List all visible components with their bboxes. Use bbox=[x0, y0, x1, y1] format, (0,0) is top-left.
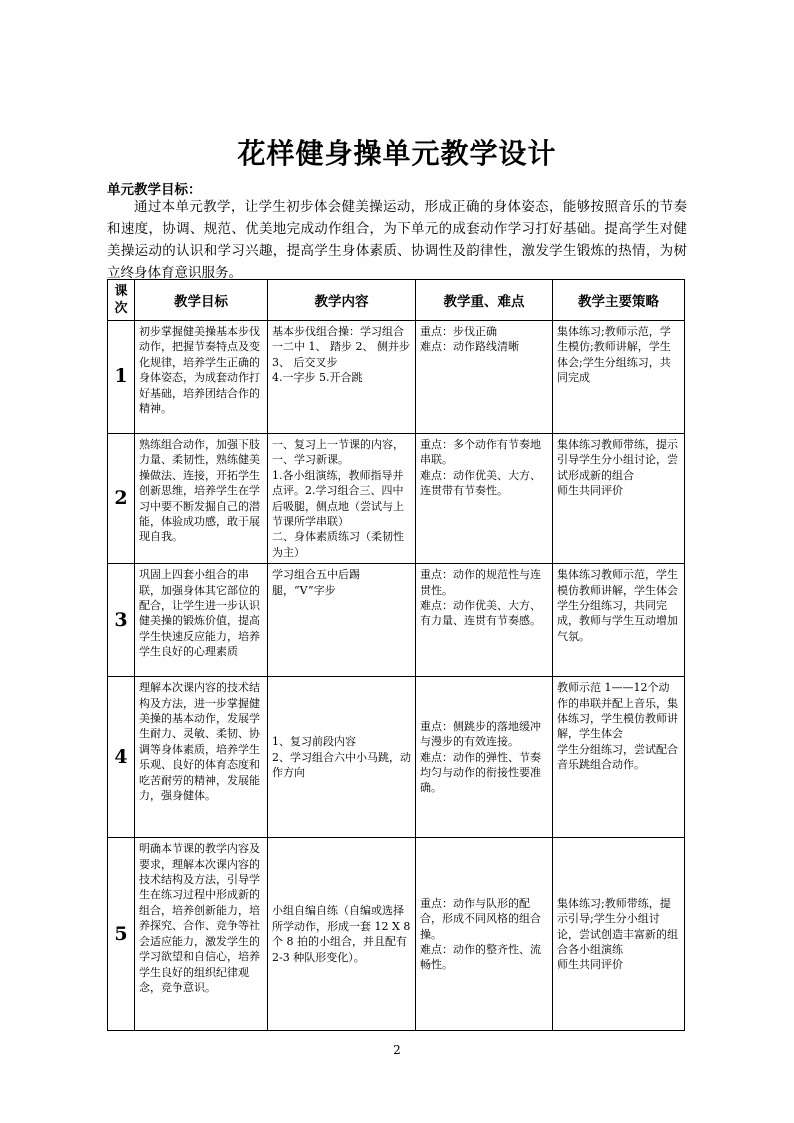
key-points-cell: 重点：动作的规范性与连贯性。 难点：动作优美、大方、有力量、连贯有节奏感。 bbox=[416, 564, 553, 677]
header-lesson: 课 次 bbox=[108, 280, 135, 321]
section-heading: 单元教学目标： bbox=[107, 182, 202, 198]
header-strategy: 教学主要策略 bbox=[553, 280, 685, 321]
key-points-cell: 重点：步伐正确 难点：动作路线清晰 bbox=[416, 321, 553, 434]
lesson-number: 3 bbox=[108, 564, 135, 677]
content-cell: 一、复习上一节课的内容， 一、学习新课。 1.各小组演练，教师指导并点评。2.学习组合三、四中后吸腿，侧点地（尝试与上节课所学串联） 二、身体素质练习（柔韧性为主） bbox=[268, 434, 416, 564]
key-points-cell: 重点：多个动作有节奏地串联。 难点：动作优美、大方、连贯带有节奏性。 bbox=[416, 434, 553, 564]
page-number: 2 bbox=[393, 1043, 401, 1057]
strategy-cell: 集体练习;教师示范，学生模仿;教师讲解，学生体会;学生分组练习，共同完成 bbox=[553, 321, 685, 434]
table-row bbox=[108, 838, 685, 1031]
strategy-cell: 教师示范 1——12个动作的串联并配上音乐，集体练习，学生模仿教师讲解，学生体会 学生分组练习，尝试配合音乐跳组合动作。 bbox=[553, 677, 685, 838]
goal-cell: 明确本节课的教学内容及要求，理解本次课内容的技术结构及方法，引导学生在练习过程中形成新的组合，培养创新能力，培养探究、合作、竞争等社会适应能力，激发学生的学习欲望和自信心，培养学生良好的组织纪律观念，竞争意识。 bbox=[135, 838, 268, 1031]
strategy-cell: 集体练习教师示范，学生模仿教师讲解，学生体会 学生分组练习，共同完成，教师与学生互动增加气氛。 bbox=[553, 564, 685, 677]
strategy-cell: 集体练习教师带练，提示引导学生分小组讨论，尝试形成新的组合 师生共同评价 bbox=[553, 434, 685, 564]
intro-paragraph: 通过本单元教学，让学生初步体会健美操运动，形成正确的身体姿态，能够按照音乐的节奏和速度，协调、规范、优美地完成动作组合，为下单元的成套动作学习打好基础。提高学生对健美操运动的认识和学习兴趣，提高学生身体素质、协调性及韵律性，激发学生锻炼的热情，为树立终身体育意识服务。 bbox=[107, 199, 687, 281]
lesson-plan-table bbox=[107, 279, 685, 1031]
table-header-row bbox=[108, 280, 685, 321]
lesson-number: 4 bbox=[108, 677, 135, 838]
header-goal: 教学目标 bbox=[135, 280, 268, 321]
content-cell: 基本步伐组合操：学习组合一二中 1、 踏步 2、 侧并步 3、 后交叉步 4.一字步 5.开合跳 bbox=[268, 321, 416, 434]
table-row bbox=[108, 321, 685, 434]
content-cell: 小组自编自练（自编或选择所学动作，形成一套 12 X 8 个 8 拍的小组合，并且配有 2-3 种队形变化）。 bbox=[268, 838, 416, 1031]
goal-cell: 熟练组合动作，加强下肢力量、柔韧性，熟练健美操做法、连接，开拓学生创新思维，培养学生在学习中要不断发掘自己的潜能，体验成功感，敢于展现自我。 bbox=[135, 434, 268, 564]
strategy-cell: 集体练习;教师带练，提示引导;学生分小组讨论，尝试创造丰富新的组合各小组演练 师生共同评价 bbox=[553, 838, 685, 1031]
lesson-number: 2 bbox=[108, 434, 135, 564]
goal-cell: 理解本次课内容的技术结构及方法，进一步掌握健美操的基本动作，发展学生耐力、灵敏、柔韧、协调等身体素质，培养学生乐观、良好的体育态度和吃苦耐劳的精神，发展能力，强身健体。 bbox=[135, 677, 268, 838]
key-points-cell: 重点：动作与队形的配合，形成不同风格的组合操。 难点：动作的整齐性、流畅性。 bbox=[416, 838, 553, 1031]
table-row bbox=[108, 434, 685, 564]
header-content: 教学内容 bbox=[268, 280, 416, 321]
goal-cell: 巩固上四套小组合的串联，加强身体其它部位的配合，让学生进一步认识健美操的锻炼价值，提高学生快速反应能力，培养学生良好的心理素质 bbox=[135, 564, 268, 677]
document-title: 花样健身操单元教学设计 bbox=[237, 137, 557, 170]
key-points-cell: 重点：侧跳步的落地缓冲与漫步的有效连接。 难点：动作的弹性、节奏均匀与动作的衔接性要准确。 bbox=[416, 677, 553, 838]
table-row bbox=[108, 564, 685, 677]
lesson-number: 1 bbox=[108, 321, 135, 434]
goal-cell: 初步掌握健美操基本步伐动作，把握节奏特点及变化规律，培养学生正确的身体姿态，为成套动作打好基础，培养团结合作的精神。 bbox=[135, 321, 268, 434]
lesson-number: 5 bbox=[108, 838, 135, 1031]
table-row bbox=[108, 677, 685, 838]
content-cell: 1、复习前段内容 2、学习组合六中小马跳，动作方向 bbox=[268, 677, 416, 838]
content-cell: 学习组合五中后踢腿，“V”字步 bbox=[268, 564, 416, 677]
header-key-points: 教学重、难点 bbox=[416, 280, 553, 321]
